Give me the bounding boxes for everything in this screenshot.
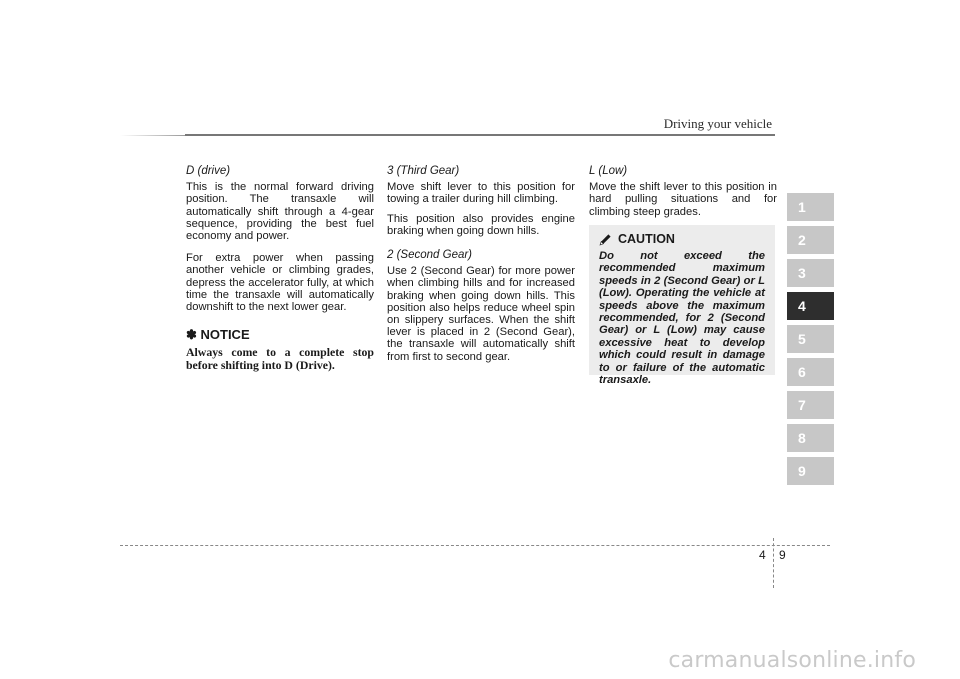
chapter-tab-5[interactable]: 5 <box>787 325 834 353</box>
footer-rule <box>120 545 830 546</box>
notice-title: ✽ NOTICE <box>186 327 250 343</box>
drive-paragraph-1: This is the normal forward driving position. The transaxle will automatically shift through a 4-gear sequence, providing the best fuel economy and power. <box>186 181 374 243</box>
page-chapter-number: 4 <box>759 548 766 562</box>
chapter-tab-8[interactable]: 8 <box>787 424 834 452</box>
header-rule-fade <box>120 135 185 136</box>
caution-box <box>589 225 775 387</box>
caution-header <box>599 232 765 246</box>
column-third-second <box>387 165 575 370</box>
chapter-tab-2[interactable]: 2 <box>787 226 834 254</box>
second-gear-paragraph: Use 2 (Second Gear) for more power when climbing hills and for increased braking when going down hills. This position also helps reduce wheel spin on slippery surfaces. When the shift lever is placed in 2 (Second Gear), the transaxle will automatically shift from first to second gear. <box>387 265 575 363</box>
column-low <box>589 165 777 225</box>
header-rule <box>185 134 775 136</box>
drive-paragraph-2: For extra power when passing another vehicle or climbing grades, depress the accelerator fully, at which time the transaxle will automatically downshift to the next lower gear. <box>186 252 374 314</box>
drive-heading: D (drive) <box>186 165 231 177</box>
third-gear-paragraph-1: Move shift lever to this position for towing a trailer during hill climbing. <box>387 181 575 206</box>
third-gear-heading: 3 (Third Gear) <box>387 165 460 177</box>
page-number: 9 <box>779 548 786 562</box>
chapter-tab-3[interactable]: 3 <box>787 259 834 287</box>
chapter-tab-7[interactable]: 7 <box>787 391 834 419</box>
notice-body: Always come to a complete stop before shifting into D (Drive). <box>186 345 374 373</box>
footer-divider <box>773 538 774 588</box>
pencil-icon <box>599 233 612 246</box>
caution-body: Do not exceed the recommended maximum speeds in 2 (Second Gear) or L (Low). Operating the vehicle at speeds above the maximum recommended, for 2 (Second Gear) or L (Low) may cause excessive heat to develop which could result in damage to or failure of the automatic transaxle. <box>599 250 765 387</box>
watermark: carmanualsonline.info <box>668 648 916 673</box>
caution-title: CAUTION <box>618 232 675 246</box>
column-drive <box>186 165 374 372</box>
chapter-tab-6[interactable]: 6 <box>787 358 834 386</box>
chapter-tabs <box>787 193 834 490</box>
second-gear-heading: 2 (Second Gear) <box>387 249 473 262</box>
chapter-tab-4[interactable]: 4 <box>787 292 834 320</box>
low-paragraph: Move the shift lever to this position in hard pulling situations and for climbing steep grades. <box>589 181 777 218</box>
chapter-tab-9[interactable]: 9 <box>787 457 834 485</box>
third-gear-paragraph-2: This position also provides engine braking when going down hills. <box>387 212 575 237</box>
header-title: Driving your vehicle <box>663 116 772 131</box>
chapter-tab-1[interactable]: 1 <box>787 193 834 221</box>
low-heading: L (Low) <box>589 165 628 177</box>
